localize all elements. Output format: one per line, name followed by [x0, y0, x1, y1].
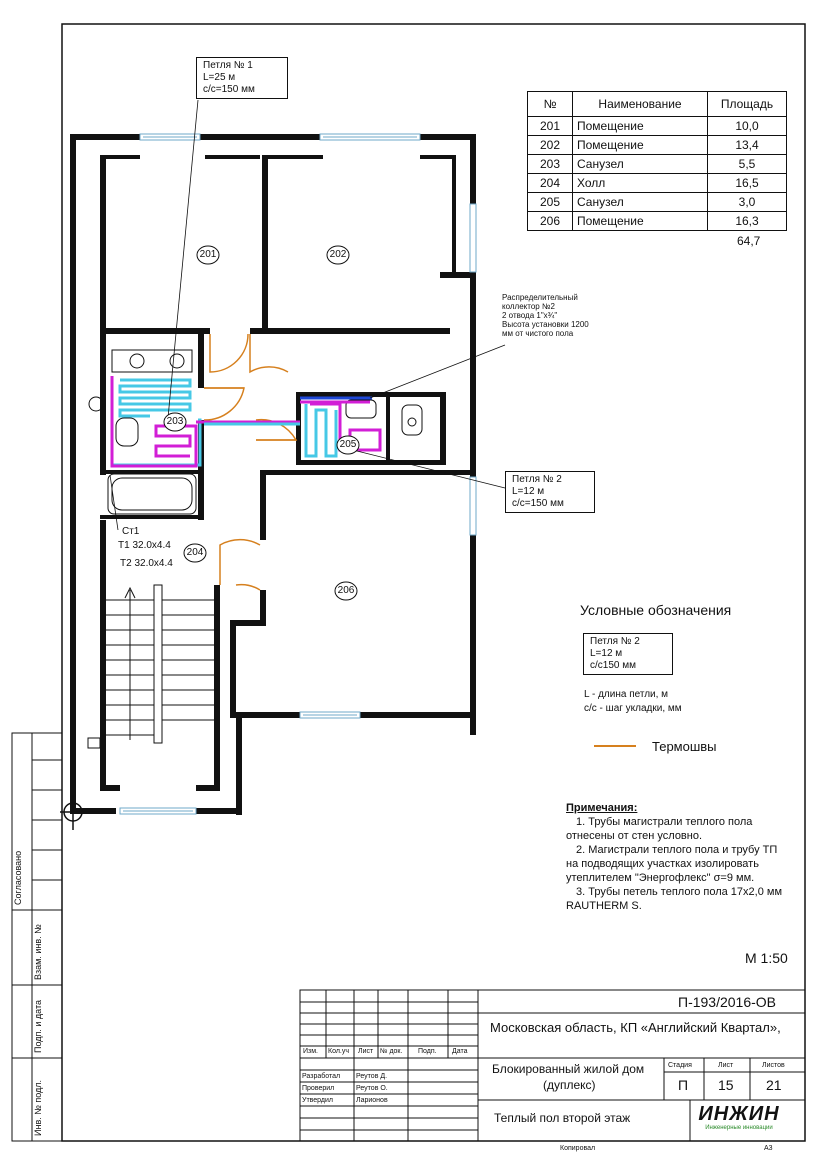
sheet-value: 15	[718, 1077, 734, 1093]
legend-l-def: L - длина петли, м	[584, 689, 669, 700]
legend-title: Условные обозначения	[580, 602, 732, 618]
side-label-agreed: Согласовано	[13, 850, 23, 905]
room-label-202: 202	[329, 249, 347, 260]
sanitary-fixtures	[89, 350, 422, 514]
note-line: на подводящих участках изолировать	[566, 858, 759, 870]
loop1-note	[196, 57, 288, 99]
cell-num: 206	[528, 212, 573, 231]
table-row	[528, 117, 787, 136]
note-line: 3. Трубы петель теплого пола 17х2,0 мм	[576, 886, 783, 898]
copied-label: Копировал	[560, 1145, 596, 1152]
col-header: Изм.	[303, 1048, 318, 1055]
note-line: отнесены от стен условно.	[566, 830, 703, 842]
side-label-replace: Взам. инв. №	[33, 924, 43, 980]
loop1-pink	[112, 376, 300, 466]
stage-header: Стадия	[668, 1062, 692, 1069]
note-line: 1. Трубы магистрали теплого пола	[576, 816, 753, 828]
riser-t2: Т2 32.0х4.4	[120, 558, 173, 569]
side-label-inventory: Инв. № подл.	[33, 1079, 43, 1136]
sheets-value: 21	[766, 1077, 782, 1093]
doc-code: П-193/2016-ОВ	[678, 994, 777, 1010]
stamp-building-2: (дуплекс)	[543, 1078, 596, 1092]
notes	[566, 801, 806, 913]
loop2-note	[505, 471, 595, 513]
loop1-pitch: c/c=150 мм	[203, 84, 255, 95]
collector-note	[502, 293, 632, 338]
loop1-length: L=25 м	[203, 72, 236, 83]
table-row	[528, 155, 787, 174]
logo-subtext: Инженерные инновации	[705, 1125, 773, 1131]
riser-symbol	[60, 795, 100, 830]
role-checker: Проверил	[302, 1085, 335, 1092]
table-row	[528, 212, 787, 231]
cell-name: Помещение	[573, 212, 708, 231]
legend-sample-pitch: c/c150 мм	[590, 660, 636, 671]
cell-num: 205	[528, 193, 573, 212]
col-header: № док.	[380, 1048, 403, 1055]
col-header: Лист	[358, 1048, 374, 1055]
thermo-joint	[204, 388, 296, 440]
col-header-name: Наименование	[573, 92, 708, 117]
collector-line: Высота установки 1200	[502, 320, 589, 329]
loop2-pitch: c/c=150 мм	[512, 498, 564, 509]
riser-name: Ст1	[122, 526, 140, 537]
table-row	[528, 174, 787, 193]
cell-name: Холл	[573, 174, 708, 193]
legend-cc-def: c/c - шаг укладки, мм	[584, 703, 682, 714]
note-line: утеплителем "Энергофлекс" σ=9 мм.	[566, 872, 755, 884]
legend-sample-length: L=12 м	[590, 648, 623, 659]
logo-text: ИНЖИН	[698, 1103, 780, 1125]
loop1-title: Петля № 1	[203, 60, 253, 71]
cell-area: 13,4	[708, 136, 787, 155]
name-approver: Ларионов	[356, 1097, 388, 1104]
collector-line: коллектор №2	[502, 302, 555, 311]
cell-num: 204	[528, 174, 573, 193]
cell-area: 5,5	[708, 155, 787, 174]
cell-area: 3,0	[708, 193, 787, 212]
role-developer: Разработал	[302, 1073, 341, 1080]
name-checker: Реутов О.	[356, 1085, 388, 1092]
collector-line: Распределительный	[502, 293, 578, 302]
col-header-num: №	[528, 92, 573, 117]
cell-area: 16,3	[708, 212, 787, 231]
area-total: 64,7	[737, 234, 761, 248]
room-label-204: 204	[186, 547, 204, 558]
cell-num: 202	[528, 136, 573, 155]
col-header-area: Площадь	[708, 92, 787, 117]
cell-num: 201	[528, 117, 573, 136]
cell-name: Помещение	[573, 117, 708, 136]
stamp-sheet-title: Теплый пол второй этаж	[494, 1111, 631, 1125]
stage-value: П	[678, 1077, 689, 1093]
cell-name: Санузел	[573, 193, 708, 212]
room-label-203: 203	[166, 416, 184, 427]
collector-line: 2 отвода 1"х¾"	[502, 311, 558, 320]
riser-t1: Т1 32.0х4.4	[118, 540, 171, 551]
doors	[204, 334, 296, 590]
staircase	[88, 585, 214, 748]
legend-sample-box	[583, 633, 673, 675]
table-row	[528, 193, 787, 212]
role-approver: Утвердил	[302, 1097, 333, 1104]
side-label-sign: Подп. и дата	[33, 999, 43, 1053]
stamp-building-1: Блокированный жилой дом	[492, 1062, 645, 1076]
format-label: А3	[764, 1145, 773, 1152]
cell-name: Санузел	[573, 155, 708, 174]
stamp-location: Московская область, КП «Английский Квартал»,	[490, 1020, 781, 1035]
cell-area: 16,5	[708, 174, 787, 193]
cell-num: 203	[528, 155, 573, 174]
room-label-206: 206	[337, 585, 355, 596]
legend-thermo-label: Термошвы	[652, 739, 717, 754]
scale-label: М 1:50	[745, 950, 788, 966]
name-developer: Реутов Д.	[356, 1073, 388, 1080]
col-header: Дата	[452, 1048, 468, 1055]
col-header: Кол.уч	[328, 1048, 349, 1055]
col-header: Подп.	[418, 1048, 437, 1055]
loop2-length: L=12 м	[512, 486, 545, 497]
collector-line: мм от чистого пола	[502, 329, 574, 338]
sheets-header: Листов	[762, 1062, 785, 1069]
company-logo	[696, 1104, 782, 1134]
notes-heading: Примечания:	[566, 802, 638, 814]
room-label-205: 205	[339, 439, 357, 450]
sheet-header: Лист	[718, 1062, 734, 1069]
room-label-201: 201	[199, 249, 217, 260]
cell-area: 10,0	[708, 117, 787, 136]
note-line: 2. Магистрали теплого пола и трубу ТП	[576, 844, 778, 856]
loop2-title: Петля № 2	[512, 474, 562, 485]
table-row	[528, 136, 787, 155]
note-line: RAUTHERM S.	[566, 900, 642, 912]
room-table	[527, 91, 787, 231]
cell-name: Помещение	[573, 136, 708, 155]
legend-sample-title: Петля № 2	[590, 636, 640, 647]
